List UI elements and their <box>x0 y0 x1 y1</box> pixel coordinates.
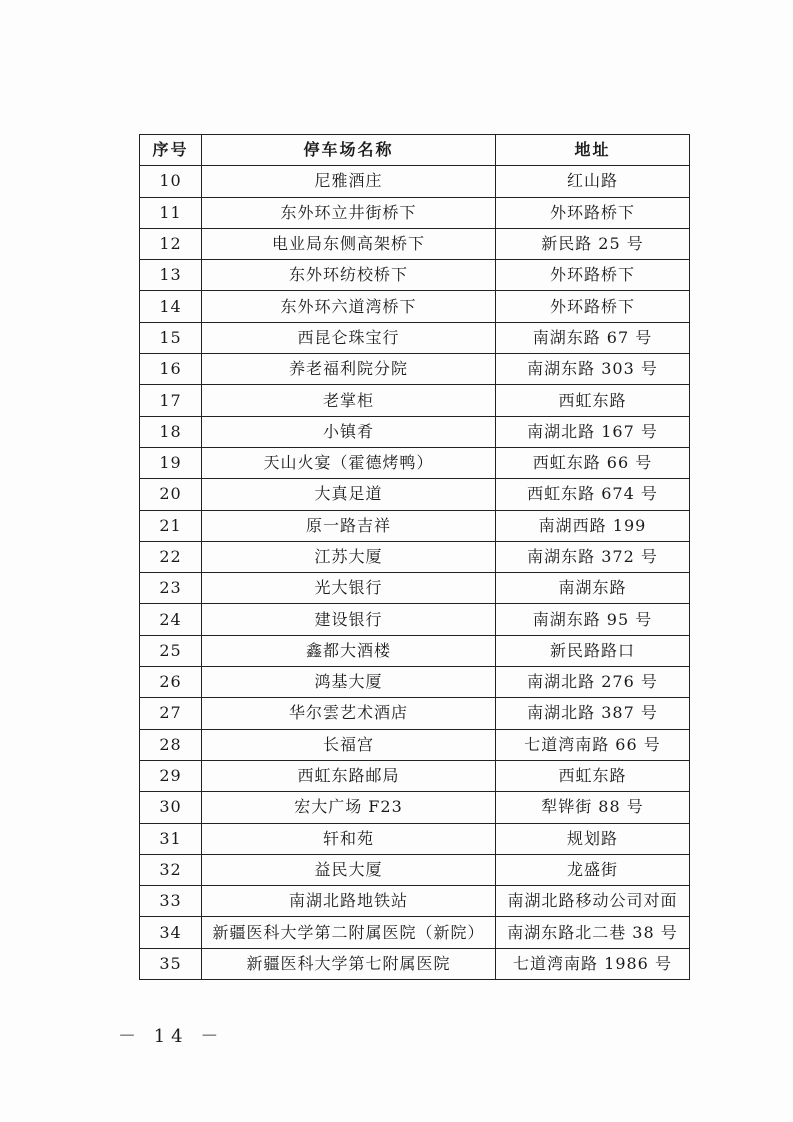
cell-address: 南湖东路 67 号 <box>496 322 690 353</box>
cell-address: 南湖北路 387 号 <box>496 698 690 729</box>
cell-parking-name: 老掌柜 <box>202 385 496 416</box>
cell-serial-number: 28 <box>140 729 202 760</box>
cell-address: 新民路 25 号 <box>496 228 690 259</box>
cell-address: 南湖北路 167 号 <box>496 416 690 447</box>
cell-address: 规划路 <box>496 823 690 854</box>
cell-address: 外环路桥下 <box>496 291 690 322</box>
table-row <box>140 854 690 885</box>
table-row <box>140 228 690 259</box>
cell-address: 红山路 <box>496 166 690 197</box>
cell-parking-name: 新疆医科大学第七附属医院 <box>202 948 496 979</box>
cell-serial-number: 32 <box>140 854 202 885</box>
cell-serial-number: 13 <box>140 260 202 291</box>
cell-address: 西虹东路 <box>496 760 690 791</box>
cell-serial-number: 14 <box>140 291 202 322</box>
cell-parking-name: 长福宫 <box>202 729 496 760</box>
cell-parking-name: 轩和苑 <box>202 823 496 854</box>
header-serial-number: 序号 <box>140 135 202 166</box>
cell-parking-name: 建设银行 <box>202 604 496 635</box>
table-row <box>140 792 690 823</box>
table-body <box>140 166 690 980</box>
cell-serial-number: 12 <box>140 228 202 259</box>
cell-serial-number: 21 <box>140 510 202 541</box>
table-row <box>140 510 690 541</box>
cell-serial-number: 35 <box>140 948 202 979</box>
cell-serial-number: 18 <box>140 416 202 447</box>
cell-serial-number: 20 <box>140 479 202 510</box>
table-row <box>140 322 690 353</box>
table-row <box>140 197 690 228</box>
cell-serial-number: 26 <box>140 667 202 698</box>
cell-parking-name: 原一路吉祥 <box>202 510 496 541</box>
cell-serial-number: 33 <box>140 886 202 917</box>
cell-parking-name: 东外环纺校桥下 <box>202 260 496 291</box>
cell-serial-number: 22 <box>140 541 202 572</box>
cell-parking-name: 宏大广场 F23 <box>202 792 496 823</box>
table-row <box>140 416 690 447</box>
header-parking-name: 停车场名称 <box>202 135 496 166</box>
table-row <box>140 166 690 197</box>
cell-address: 西虹东路 674 号 <box>496 479 690 510</box>
cell-parking-name: 光大银行 <box>202 573 496 604</box>
cell-serial-number: 16 <box>140 354 202 385</box>
cell-serial-number: 15 <box>140 322 202 353</box>
cell-parking-name: 东外环六道湾桥下 <box>202 291 496 322</box>
table-row <box>140 948 690 979</box>
cell-address: 南湖东路 303 号 <box>496 354 690 385</box>
cell-address: 七道湾南路 66 号 <box>496 729 690 760</box>
cell-serial-number: 10 <box>140 166 202 197</box>
table-row <box>140 541 690 572</box>
cell-address: 犁铧街 88 号 <box>496 792 690 823</box>
cell-address: 南湖东路 95 号 <box>496 604 690 635</box>
table-row <box>140 573 690 604</box>
cell-address: 南湖北路移动公司对面 <box>496 886 690 917</box>
table-row <box>140 635 690 666</box>
table-row <box>140 354 690 385</box>
table-row <box>140 604 690 635</box>
table-row <box>140 291 690 322</box>
cell-address: 南湖东路北二巷 38 号 <box>496 917 690 948</box>
table-header-row <box>140 135 690 166</box>
cell-address: 七道湾南路 1986 号 <box>496 948 690 979</box>
parking-lot-table <box>139 134 690 980</box>
cell-serial-number: 25 <box>140 635 202 666</box>
cell-serial-number: 11 <box>140 197 202 228</box>
cell-address: 外环路桥下 <box>496 197 690 228</box>
cell-parking-name: 益民大厦 <box>202 854 496 885</box>
cell-parking-name: 小镇肴 <box>202 416 496 447</box>
cell-parking-name: 电业局东侧高架桥下 <box>202 228 496 259</box>
table-row <box>140 385 690 416</box>
cell-serial-number: 31 <box>140 823 202 854</box>
table-row <box>140 479 690 510</box>
cell-address: 西虹东路 66 号 <box>496 447 690 478</box>
cell-address: 南湖北路 276 号 <box>496 667 690 698</box>
page-number: － 14 － <box>118 1026 225 1047</box>
cell-address: 龙盛街 <box>496 854 690 885</box>
cell-parking-name: 鑫都大酒楼 <box>202 635 496 666</box>
cell-parking-name: 东外环立井街桥下 <box>202 197 496 228</box>
table-row <box>140 823 690 854</box>
cell-parking-name: 养老福利院分院 <box>202 354 496 385</box>
cell-address: 西虹东路 <box>496 385 690 416</box>
cell-serial-number: 34 <box>140 917 202 948</box>
cell-address: 南湖东路 372 号 <box>496 541 690 572</box>
cell-serial-number: 19 <box>140 447 202 478</box>
header-address: 地址 <box>496 135 690 166</box>
cell-serial-number: 17 <box>140 385 202 416</box>
cell-serial-number: 23 <box>140 573 202 604</box>
cell-address: 新民路路口 <box>496 635 690 666</box>
table-row <box>140 260 690 291</box>
cell-parking-name: 西虹东路邮局 <box>202 760 496 791</box>
cell-serial-number: 29 <box>140 760 202 791</box>
cell-serial-number: 30 <box>140 792 202 823</box>
cell-serial-number: 24 <box>140 604 202 635</box>
cell-address: 外环路桥下 <box>496 260 690 291</box>
cell-parking-name: 大真足道 <box>202 479 496 510</box>
cell-parking-name: 尼雅酒庄 <box>202 166 496 197</box>
cell-parking-name: 天山火宴（霍德烤鸭） <box>202 447 496 478</box>
cell-parking-name: 鸿基大厦 <box>202 667 496 698</box>
cell-address: 南湖东路 <box>496 573 690 604</box>
cell-parking-name: 新疆医科大学第二附属医院（新院） <box>202 917 496 948</box>
cell-parking-name: 江苏大厦 <box>202 541 496 572</box>
table-row <box>140 698 690 729</box>
cell-parking-name: 南湖北路地铁站 <box>202 886 496 917</box>
cell-address: 南湖西路 199 <box>496 510 690 541</box>
cell-serial-number: 27 <box>140 698 202 729</box>
table-row <box>140 447 690 478</box>
cell-parking-name: 华尔雲艺术酒店 <box>202 698 496 729</box>
table-row <box>140 917 690 948</box>
table-row <box>140 729 690 760</box>
table-row <box>140 667 690 698</box>
table-row <box>140 886 690 917</box>
table-row <box>140 760 690 791</box>
cell-parking-name: 西昆仑珠宝行 <box>202 322 496 353</box>
